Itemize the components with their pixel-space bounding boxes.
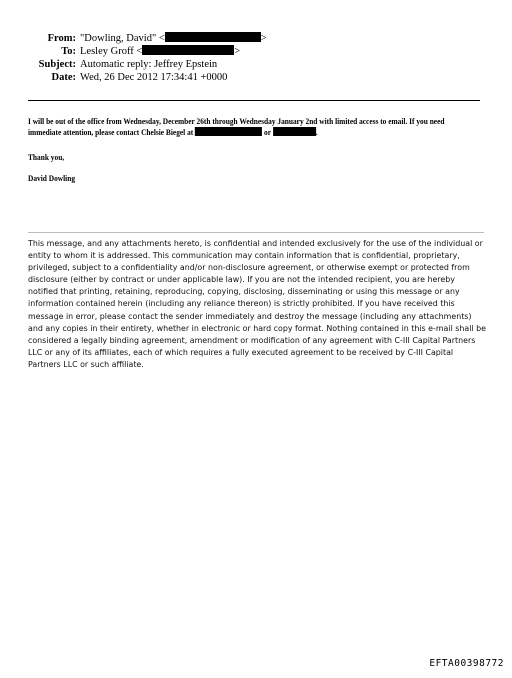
- subject-value: Automatic reply: Jeffrey Epstein: [80, 59, 218, 70]
- redaction-box: [273, 127, 316, 136]
- document-id: EFTA00398772: [429, 658, 504, 669]
- to-close: >: [234, 46, 241, 57]
- redaction-box: [195, 127, 262, 136]
- to-label: To:: [61, 46, 76, 57]
- redaction-box: [142, 45, 234, 55]
- date-row: [0, 71, 512, 84]
- to-name: Lesley Groff <: [80, 46, 143, 57]
- closing-text: Thank you,: [28, 152, 65, 162]
- redaction-box: [165, 32, 261, 42]
- to-row: [0, 45, 512, 58]
- from-row: [0, 32, 512, 45]
- body-line-2-end: .: [315, 127, 318, 137]
- signature: David Dowling: [28, 173, 76, 183]
- body-line-2-or: or: [264, 127, 271, 137]
- from-value: [80, 32, 267, 45]
- subject-row: [0, 58, 512, 71]
- message-body: [28, 116, 480, 138]
- from-name: "Dowling, David" <: [80, 33, 165, 44]
- date-value: Wed, 26 Dec 2012 17:34:41 +0000: [80, 72, 228, 83]
- to-value: [80, 45, 240, 58]
- body-line-1: I will be out of the office from Wednesday, December 26th through Wednesday January 2nd with limited access to email. If you need: [28, 116, 445, 126]
- from-close: >: [260, 33, 267, 44]
- date-label: Date:: [51, 72, 76, 83]
- body-line-2-start: immediate attention, please contact Chelsie Biegel at: [28, 127, 194, 137]
- header-divider: [28, 100, 480, 101]
- body-line-2: [28, 127, 480, 138]
- confidentiality-disclaimer: This message, and any attachments hereto, is confidential and intended exclusively for the use of the individual or entity to whom it is addressed. This communication may contain information that is confidential, proprietary, privileged, subject to a confidentiality and/or non-disclosure agreement, or otherwise exempt or protected from disclosure (either by contract or under applicable law). If you are not the intended recipient, you are hereby notified that printing, retaining, reproducing, copying, disclosing, disseminating or using this message or any information contained herein (including any reliance thereon) is strictly prohibited. If you have received this message in error, please contact the sender immediately and destroy the message (including any attachments) and any copies in their entirety, whether in electronic or hard copy format. Nothing contained in this e-mail shall be considered a legally binding agreement, amendment or modification of any agreement with C-III Capital Partners LLC or any of its affiliates, each of which requires a fully executed agreement to be received by C-III Capital Partners LLC or such affiliate.: [28, 239, 486, 369]
- email-header: [0, 32, 512, 84]
- from-label: From:: [47, 33, 76, 44]
- subject-label: Subject:: [38, 59, 76, 70]
- disclaimer-divider: [28, 232, 484, 233]
